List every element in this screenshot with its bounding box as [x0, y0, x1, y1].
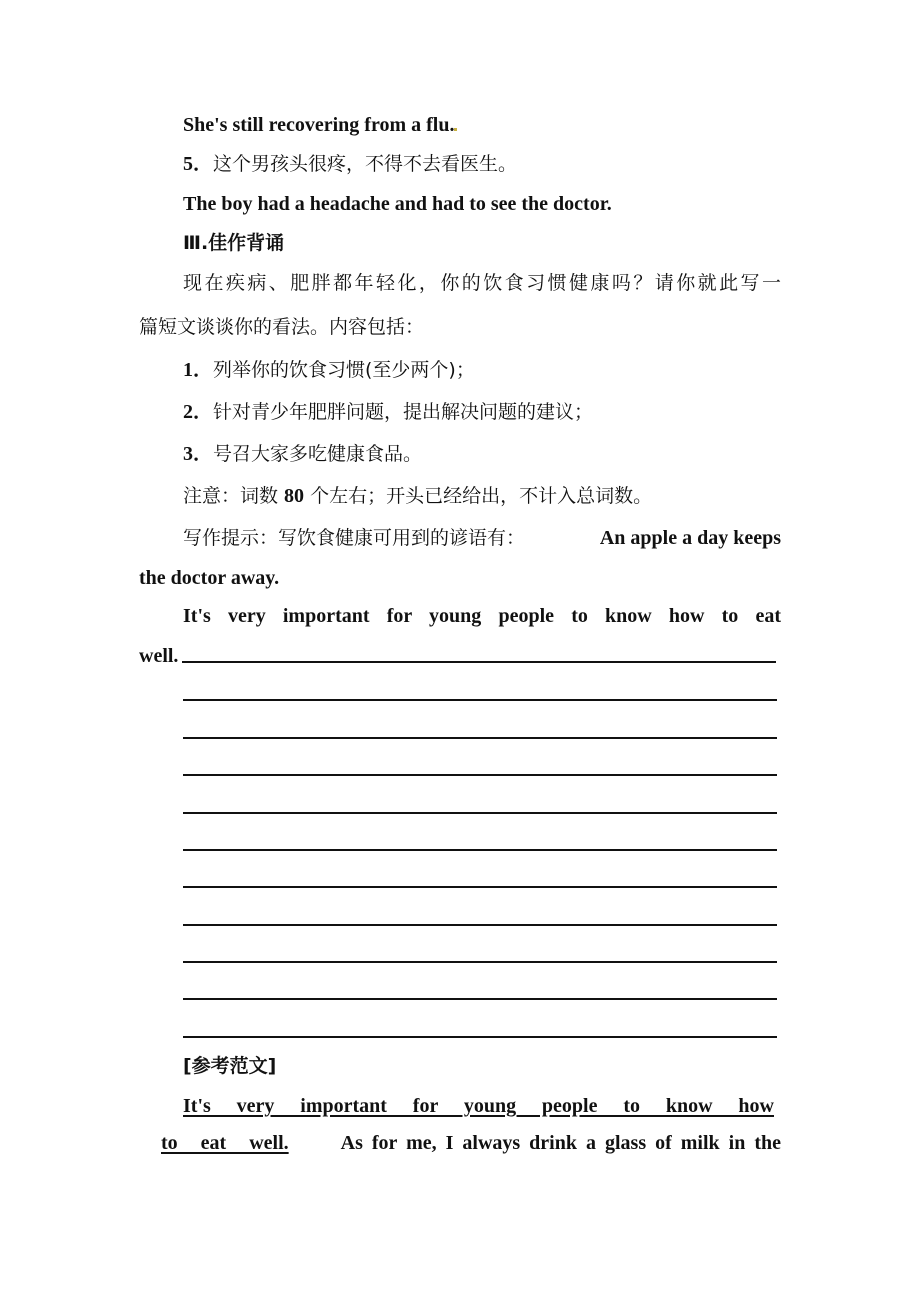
word-count: 80: [284, 485, 305, 507]
reference-essay-line-2: [139, 1131, 781, 1155]
note-line: [183, 484, 781, 508]
requirement-1: [183, 358, 781, 382]
hint-line-2: the doctor away.: [139, 567, 280, 589]
question-5: [183, 152, 781, 176]
question-number: 5．: [183, 153, 213, 175]
annotation-mark: [454, 128, 457, 131]
reference-heading: [参考范文]: [183, 1055, 277, 1077]
essay-text: As for me, I always drink a glass of milk in the: [340, 1132, 781, 1154]
note-text: 注意：词数: [183, 485, 285, 507]
question-text: 这个男孩头很疼，不得不去看医生。: [213, 153, 518, 175]
requirement-text: 列举你的饮食习惯(至少两个)；: [213, 359, 475, 381]
requirement-text: 针对青少年肥胖问题，提出解决问题的建议；: [213, 401, 594, 423]
writing-blank-line[interactable]: [183, 699, 777, 701]
writing-blank-line[interactable]: [183, 737, 777, 739]
answer-sentence-4: [183, 113, 781, 137]
writing-blank-line[interactable]: [183, 849, 777, 851]
essay-opening-2: well.: [139, 645, 179, 667]
requirement-text: 号召大家多吃健康食品。: [213, 443, 423, 465]
requirement-number: 2．: [183, 401, 213, 423]
writing-blank-line[interactable]: [183, 924, 777, 926]
prompt-line-2: 篇短文谈谈你的看法。内容包括：: [139, 316, 425, 338]
writing-blank-line[interactable]: [183, 998, 777, 1000]
answer-sentence-5: The boy had a headache and had to see the doctor.: [183, 193, 612, 215]
writing-blank-line[interactable]: [183, 812, 777, 814]
writing-blank-line[interactable]: [183, 886, 777, 888]
hint-line-1: [183, 526, 781, 550]
writing-blank-line[interactable]: [183, 774, 777, 776]
reference-essay-line-1: It's very important for young people to know how: [183, 1095, 774, 1117]
note-text: 个左右；开头已经给出，不计入总词数。: [304, 485, 653, 507]
requirement-number: 1．: [183, 359, 213, 381]
requirement-2: [183, 400, 781, 424]
section-heading: Ⅲ.佳作背诵: [183, 232, 285, 254]
answer-text: She's still recovering from a flu.: [183, 114, 455, 136]
underlined-opening: to eat well.: [161, 1132, 289, 1154]
proverb-text: An apple a day keeps: [599, 527, 781, 549]
essay-opening-1: It's very important for young people to know how to eat: [183, 605, 781, 627]
requirement-3: [183, 442, 781, 466]
prompt-line-1: 现在疾病、肥胖都年轻化，你的饮食习惯健康吗？请你就此写一: [183, 272, 781, 294]
requirement-number: 3．: [183, 443, 213, 465]
writing-blank-line[interactable]: [183, 961, 777, 963]
writing-blank-line[interactable]: [182, 661, 776, 663]
writing-blank-line[interactable]: [183, 1036, 777, 1038]
hint-text: 写作提示：写饮食健康可用到的谚语有：: [183, 527, 526, 549]
